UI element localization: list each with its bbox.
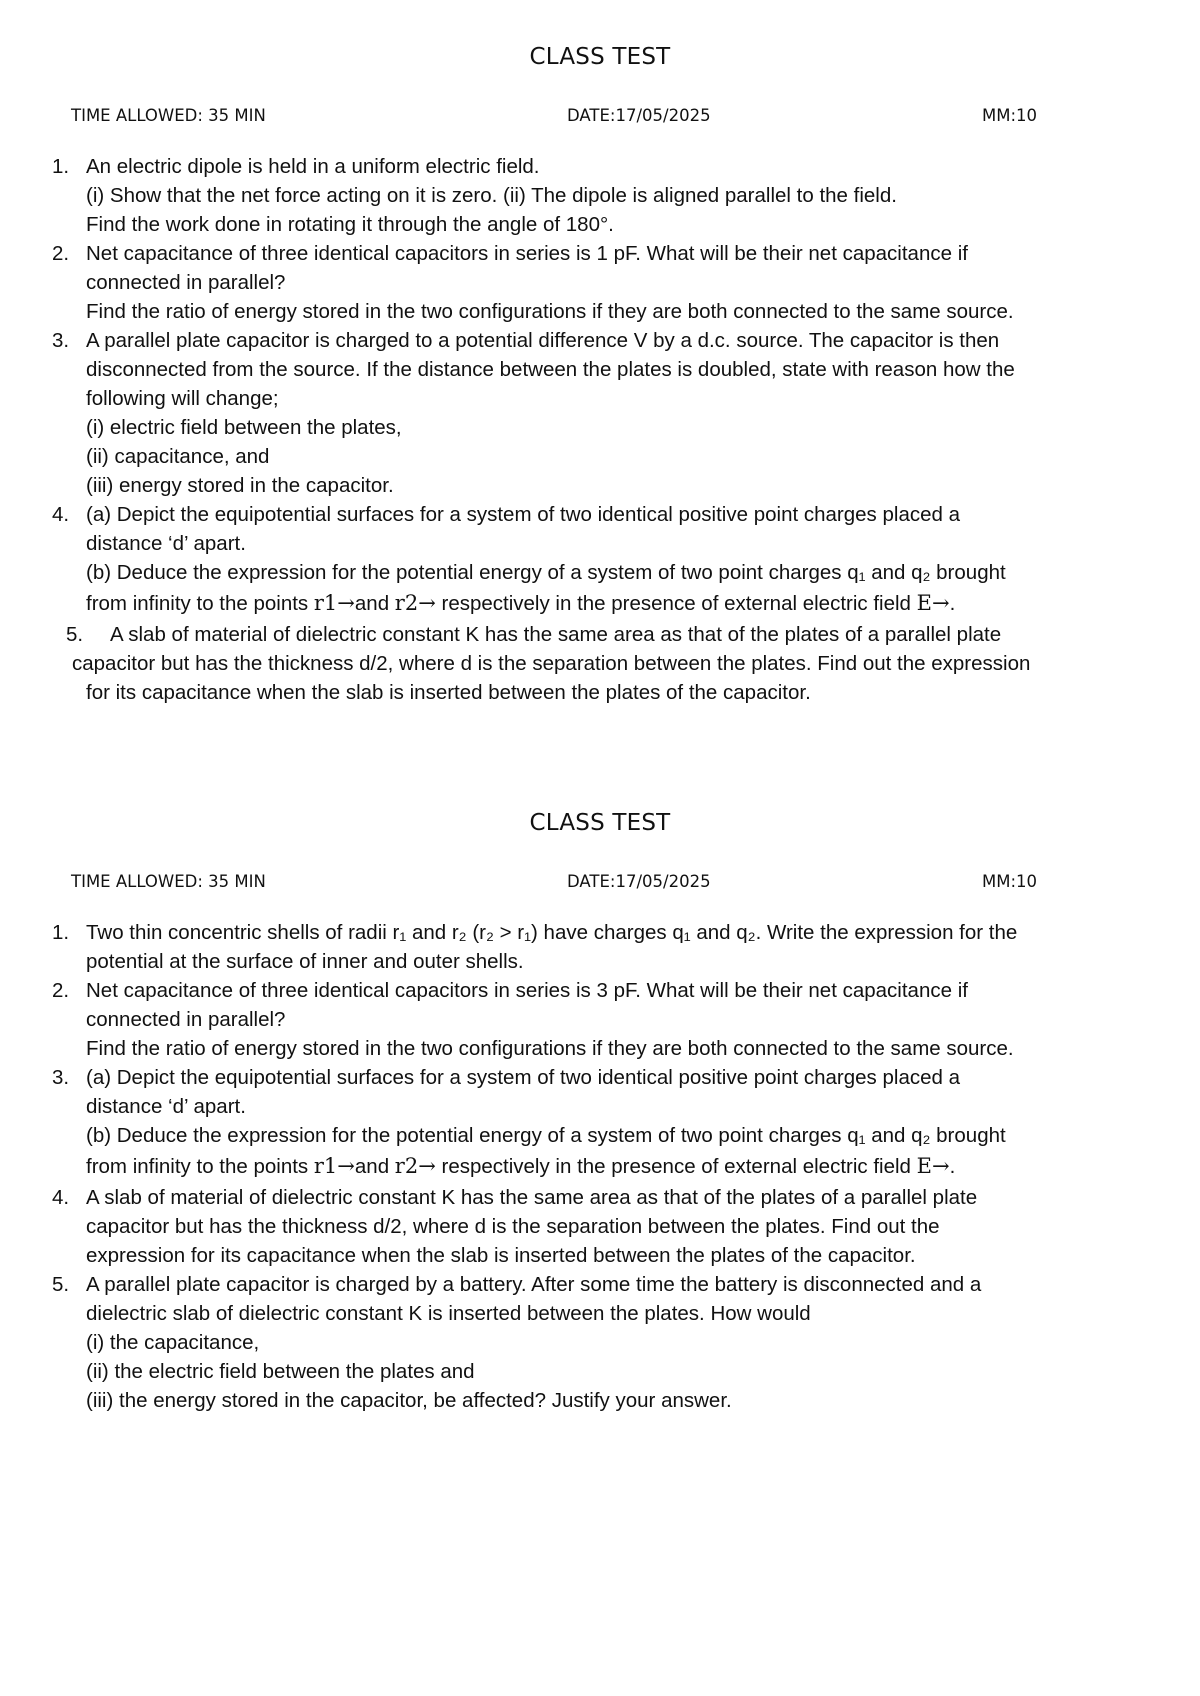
question-line: A slab of material of dielectric constant K has the same area as that of the plates of a parallel plate	[86, 1186, 978, 1209]
question-line: (a) Depict the equipotential surfaces for a system of two identical positive point charges placed a	[86, 1066, 960, 1089]
question-line: Net capacitance of three identical capacitors in series is 1 pF. What will be their net capacitance if	[86, 242, 968, 265]
question-list	[0, 918, 1140, 1415]
question-line: An electric dipole is held in a uniform electric field.	[86, 155, 540, 178]
question-line: A parallel plate capacitor is charged to a potential difference V by a d.c. source. The capacitor is then	[86, 329, 1000, 352]
question-1	[0, 152, 1140, 239]
question-line: (iii) energy stored in the capacitor.	[86, 474, 394, 497]
question-3	[0, 1063, 1140, 1183]
max-marks: MM:10	[982, 106, 1038, 125]
question-number: 3.	[52, 329, 70, 352]
question-line: (b) Deduce the expression for the potential energy of a system of two point charges q₁ and q₂ brought	[86, 1124, 1006, 1147]
question-line: connected in parallel?	[86, 271, 286, 294]
question-number: 3.	[52, 1066, 70, 1089]
question-number: 2.	[52, 242, 70, 265]
question-5	[0, 1270, 1140, 1415]
time-allowed: TIME ALLOWED: 35 MIN	[71, 106, 266, 125]
question-5	[0, 620, 1140, 707]
question-number: 1.	[52, 921, 70, 944]
vector-r2: r2→	[394, 1154, 436, 1178]
question-line: for its capacitance when the slab is inserted between the plates of the capacitor.	[86, 681, 811, 704]
vector-r1: r1→	[313, 1154, 355, 1178]
line-text: from infinity to the points	[86, 592, 314, 615]
question-4	[0, 500, 1140, 620]
question-line: (i) the capacitance,	[86, 1331, 260, 1354]
question-line: A parallel plate capacitor is charged by a battery. After some time the battery is disconnected and a	[86, 1273, 982, 1296]
question-list	[0, 152, 1140, 707]
question-2	[0, 239, 1140, 326]
question-4	[0, 1183, 1140, 1270]
question-number: 4.	[52, 503, 70, 526]
line-text: respectively in the presence of external electric field	[435, 1155, 917, 1178]
question-line: Net capacitance of three identical capacitors in series is 3 pF. What will be their net capacitance if	[86, 979, 968, 1002]
line-text: and	[354, 1155, 395, 1178]
time-allowed: TIME ALLOWED: 35 MIN	[71, 872, 266, 891]
question-line: (iii) the energy stored in the capacitor, be affected? Justify your answer.	[86, 1389, 732, 1412]
question-line: connected in parallel?	[86, 1008, 286, 1031]
vector-e: E→	[916, 1154, 950, 1178]
question-line: Find the work done in rotating it through the angle of 180°.	[86, 213, 614, 236]
question-1	[0, 918, 1140, 976]
test-title: CLASS TEST	[529, 44, 671, 70]
question-line: (ii) the electric field between the plates and	[86, 1360, 475, 1383]
max-marks: MM:10	[982, 872, 1038, 891]
test-date: DATE:17/05/2025	[567, 106, 711, 125]
vector-e: E→	[916, 591, 950, 615]
question-line: (b) Deduce the expression for the potential energy of a system of two point charges q₁ and q₂ brought	[86, 561, 1006, 584]
question-line: expression for its capacitance when the slab is inserted between the plates of the capacitor.	[86, 1244, 916, 1267]
question-line: Two thin concentric shells of radii r₁ and r₂ (r₂ > r₁) have charges q₁ and q₂. Write the expression for the	[86, 921, 1018, 944]
question-line: capacitor but has the thickness d/2, where d is the separation between the plates. Find out the	[86, 1215, 940, 1238]
question-line: Find the ratio of energy stored in the two configurations if they are both connected to the same source.	[86, 1037, 1014, 1060]
vector-r1: r1→	[313, 591, 355, 615]
test-date: DATE:17/05/2025	[567, 872, 711, 891]
question-line: following will change;	[86, 387, 279, 410]
question-number: 1.	[52, 155, 70, 178]
question-number: 5.	[66, 623, 84, 646]
question-line: capacitor but has the thickness d/2, where d is the separation between the plates. Find out the expression	[72, 652, 1031, 675]
question-line: distance ‘d’ apart.	[86, 532, 246, 555]
line-text: .	[949, 1155, 956, 1178]
test-title: CLASS TEST	[529, 810, 671, 836]
line-text: from infinity to the points	[86, 1155, 314, 1178]
line-text: respectively in the presence of external electric field	[435, 592, 917, 615]
question-line-vectors	[86, 1150, 1140, 1183]
line-text: .	[949, 592, 956, 615]
question-line: (a) Depict the equipotential surfaces for a system of two identical positive point charges placed a	[86, 503, 960, 526]
question-number: 2.	[52, 979, 70, 1002]
question-line: A slab of material of dielectric constant K has the same area as that of the plates of a parallel plate	[110, 623, 1002, 646]
question-number: 4.	[52, 1186, 70, 1209]
question-line: potential at the surface of inner and outer shells.	[86, 950, 524, 973]
question-line: dielectric slab of dielectric constant K is inserted between the plates. How would	[86, 1302, 811, 1325]
question-line: distance ‘d’ apart.	[86, 1095, 246, 1118]
question-line: (i) Show that the net force acting on it is zero. (ii) The dipole is aligned parallel to the field.	[86, 184, 897, 207]
line-text: and	[354, 592, 395, 615]
question-line: (ii) capacitance, and	[86, 445, 270, 468]
question-line: Find the ratio of energy stored in the two configurations if they are both connected to the same source.	[86, 300, 1014, 323]
question-3	[0, 326, 1140, 500]
question-line: disconnected from the source. If the distance between the plates is doubled, state with reason how the	[86, 358, 1015, 381]
vector-r2: r2→	[394, 591, 436, 615]
question-line: (i) electric field between the plates,	[86, 416, 402, 439]
question-line-vectors	[86, 587, 1140, 620]
question-2	[0, 976, 1140, 1063]
question-number: 5.	[52, 1273, 70, 1296]
